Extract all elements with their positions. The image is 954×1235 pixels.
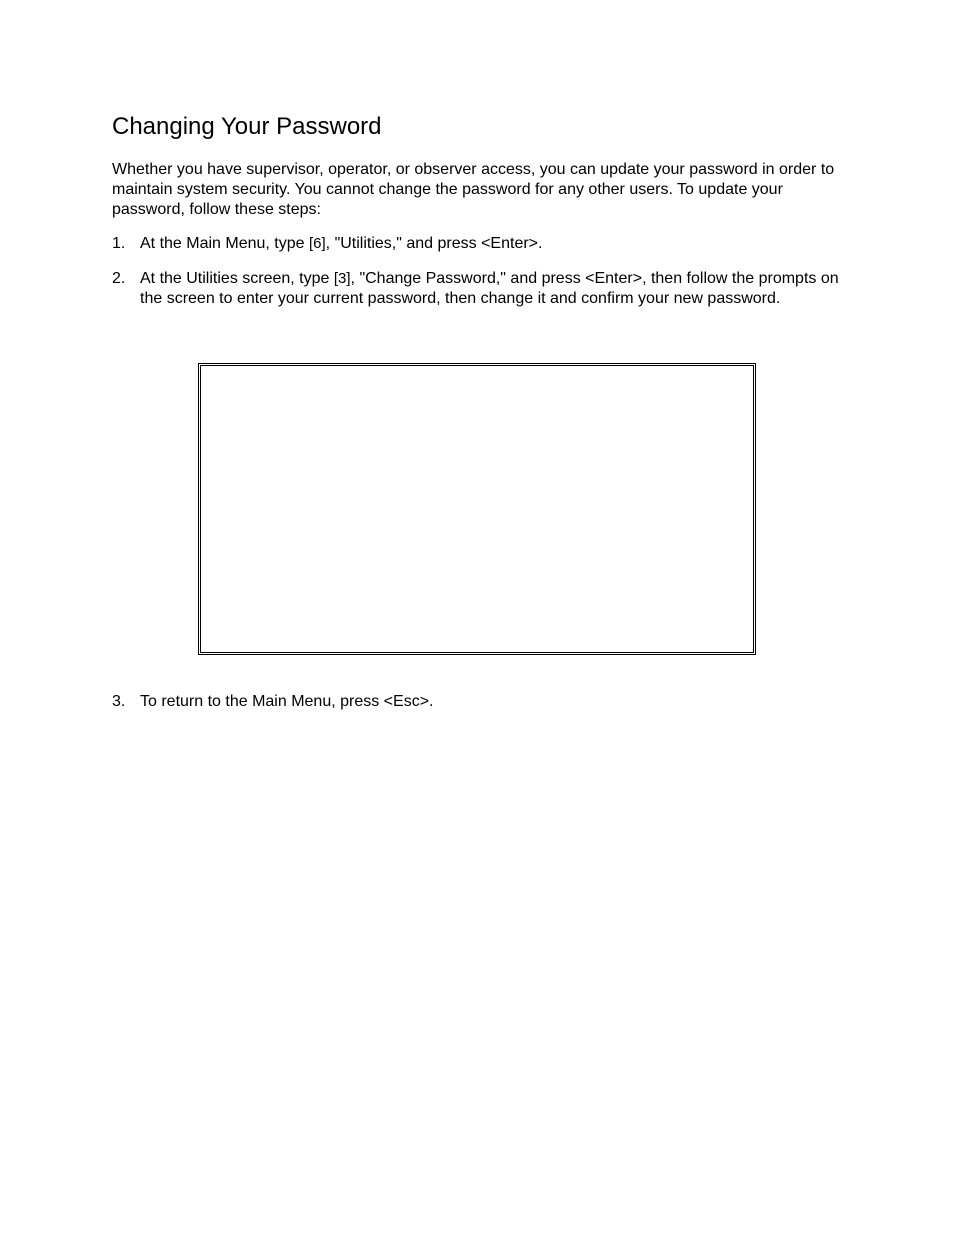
menu-key: [3] [333, 270, 351, 287]
section-heading: Changing Your Password [112, 113, 382, 140]
step-text-after-key: , "Change Password," and press <Enter>, then follow the prompts on the screen to enter your current password, then change it and confirm your new password. [140, 270, 839, 307]
step-number: 1. [112, 235, 126, 252]
step-text-after-key: , "Utilities," and press <Enter>. [325, 235, 543, 252]
step-text-before-key: At the Main Menu, type [140, 235, 309, 252]
step-number: 3. [112, 693, 126, 710]
step-text [140, 234, 842, 254]
step-text-before-key: At the Utilities screen, type [140, 270, 334, 287]
step-number: 2. [112, 270, 126, 287]
screen-capture-frame [198, 363, 756, 655]
step-text: To return to the Main Menu, press <Esc>. [140, 693, 434, 710]
intro-paragraph: Whether you have supervisor, operator, or observer access, you can update your password in order to maintain system security. You cannot change the password for any other users. To update your password, follow these steps: [112, 161, 835, 218]
menu-key: [6] [308, 235, 326, 252]
step-text [140, 269, 842, 309]
